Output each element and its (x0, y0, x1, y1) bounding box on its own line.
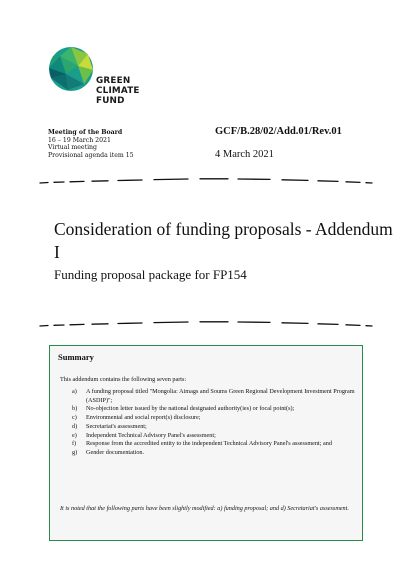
list-item-letter: a) (72, 388, 77, 395)
document-date: 4 March 2021 (215, 149, 274, 160)
summary-parts-list (72, 388, 357, 458)
list-item (72, 449, 357, 458)
summary-note: It is noted that the following parts have been slightly modified: a) funding proposal; and d) Secretariat's assessment. (60, 505, 349, 512)
gcf-globe-icon (48, 46, 94, 92)
meeting-venue: Virtual meeting (48, 144, 98, 152)
list-item-text: Environmental and social report(s) disclosure; (86, 414, 201, 422)
list-item-text: A funding proposal titled "Mongolia: Aimags and Soums Green Regional Development Investment Program (ASDIP)"; (86, 388, 355, 404)
summary-box (49, 345, 363, 541)
list-item-letter: g) (72, 448, 78, 456)
page-subtitle: Funding proposal package for FP154 (54, 267, 247, 282)
meeting-info (48, 129, 134, 159)
list-item (72, 440, 357, 449)
meeting-dates: 16 – 19 March 2021 (48, 136, 111, 144)
logo-wordmark (96, 76, 140, 106)
dashed-divider-top (38, 177, 374, 185)
list-item (72, 423, 357, 432)
list-item-text: No-objection letter issued by the national designated authority(ies) or focal point(s); (86, 405, 295, 413)
list-item-text: Gender documentation. (86, 448, 145, 456)
list-item-letter: c) (72, 414, 77, 422)
summary-intro: This addendum contains the following seven parts: (60, 376, 187, 383)
list-item-letter: b) (72, 405, 78, 413)
list-item-letter: f) (72, 440, 77, 448)
list-item-letter: d) (72, 422, 78, 430)
gcf-logo (48, 46, 148, 108)
logo-line-climate: CLIMATE (96, 86, 140, 96)
meeting-title: Meeting of the Board (48, 129, 123, 136)
list-item (72, 405, 357, 414)
list-item-text: Secretariat's assessment; (86, 422, 147, 430)
list-item (72, 414, 357, 423)
summary-heading: Summary (58, 352, 94, 362)
meeting-agenda: Provisional agenda item 15 (48, 151, 134, 159)
logo-line-fund: FUND (96, 96, 125, 106)
list-item-text: Response from the accredited entity to the independent Technical Advisory Panel's assessment; and (86, 440, 332, 448)
list-item (72, 432, 357, 441)
document-reference: GCF/B.28/02/Add.01/Rev.01 (215, 126, 342, 137)
list-item-letter: e) (72, 431, 77, 439)
logo-line-green: GREEN (96, 76, 131, 86)
list-item (72, 388, 357, 405)
dashed-divider-bottom (38, 320, 374, 328)
list-item-text: Independent Technical Advisory Panel's assessment; (86, 431, 216, 439)
page-title: Consideration of funding proposals - Addendum I (54, 219, 393, 262)
